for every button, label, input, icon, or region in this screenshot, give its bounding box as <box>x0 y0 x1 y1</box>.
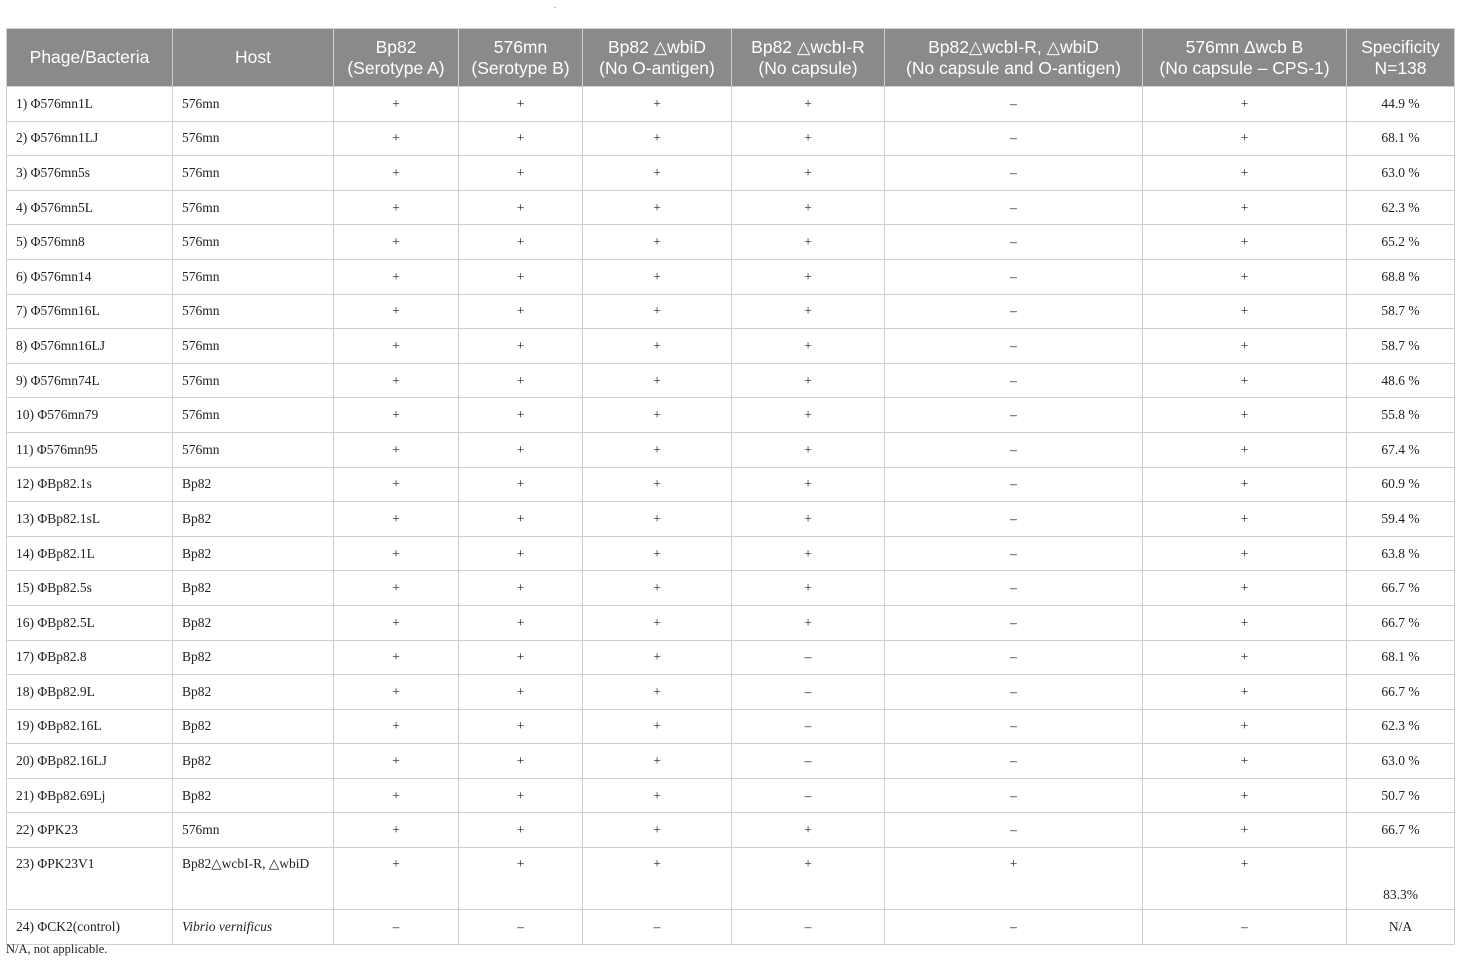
cell-bp82: + <box>334 848 459 910</box>
cell-phage: 4) Φ576mn5L <box>7 190 173 225</box>
cell-bp82-wbid: + <box>583 571 732 606</box>
cell-bp82-double: – <box>885 605 1143 640</box>
cell-specificity: 48.6 % <box>1347 363 1455 398</box>
cell-bp82: – <box>334 910 459 945</box>
cell-phage: 7) Φ576mn16L <box>7 294 173 329</box>
table-row <box>7 536 1455 571</box>
header-bp82-wbid: Bp82 △wbiD (No O-antigen) <box>583 29 732 87</box>
cell-bp82-wbid: + <box>583 190 732 225</box>
table-footnote: N/A, not applicable. <box>6 942 108 956</box>
cell-host: Bp82 <box>173 744 334 779</box>
cell-host: 576mn <box>173 225 334 260</box>
cell-bp82-wcbi: + <box>732 571 885 606</box>
cell-576mn-wcb: + <box>1143 744 1347 779</box>
cell-specificity: 66.7 % <box>1347 571 1455 606</box>
cell-bp82-wcbi: + <box>732 190 885 225</box>
cell-specificity: 50.7 % <box>1347 778 1455 813</box>
cell-phage: 10) Φ576mn79 <box>7 398 173 433</box>
cell-576mn: + <box>459 87 583 122</box>
cell-bp82-double: – <box>885 87 1143 122</box>
cell-576mn-wcb: + <box>1143 536 1347 571</box>
header-specificity: Specificity N=138 <box>1347 29 1455 87</box>
cell-576mn-wcb: + <box>1143 778 1347 813</box>
cell-host: 576mn <box>173 813 334 848</box>
cell-bp82-double: – <box>885 329 1143 364</box>
cell-bp82: + <box>334 294 459 329</box>
cell-host: 576mn <box>173 156 334 191</box>
cell-bp82-wbid: + <box>583 432 732 467</box>
cell-bp82-double: + <box>885 848 1143 910</box>
cell-576mn-wcb: + <box>1143 502 1347 537</box>
cell-bp82-wcbi: + <box>732 363 885 398</box>
cell-bp82-double: – <box>885 709 1143 744</box>
cell-bp82-wcbi: + <box>732 329 885 364</box>
cell-bp82-wbid: + <box>583 156 732 191</box>
cell-host: 576mn <box>173 329 334 364</box>
cell-576mn-wcb: + <box>1143 156 1347 191</box>
cell-bp82: + <box>334 813 459 848</box>
cell-specificity: 58.7 % <box>1347 294 1455 329</box>
cell-bp82-double: – <box>885 744 1143 779</box>
cell-phage: 8) Φ576mn16LJ <box>7 329 173 364</box>
cell-576mn: – <box>459 910 583 945</box>
cell-bp82: + <box>334 190 459 225</box>
cell-576mn-wcb: + <box>1143 87 1347 122</box>
cell-bp82-wcbi: + <box>732 848 885 910</box>
table-row <box>7 778 1455 813</box>
cell-phage: 13) ΦBp82.1sL <box>7 502 173 537</box>
cell-bp82-wcbi: + <box>732 259 885 294</box>
cell-bp82: + <box>334 363 459 398</box>
cell-specificity: 65.2 % <box>1347 225 1455 260</box>
cell-bp82-wcbi: + <box>732 121 885 156</box>
cell-576mn: + <box>459 709 583 744</box>
cell-bp82-wbid: + <box>583 709 732 744</box>
cell-specificity: 63.8 % <box>1347 536 1455 571</box>
cell-576mn: + <box>459 571 583 606</box>
cell-bp82-wcbi: + <box>732 605 885 640</box>
cell-bp82-double: – <box>885 432 1143 467</box>
cell-host: 576mn <box>173 190 334 225</box>
cell-specificity: 68.8 % <box>1347 259 1455 294</box>
cell-phage: 11) Φ576mn95 <box>7 432 173 467</box>
cell-host: Bp82 <box>173 709 334 744</box>
cell-host: 576mn <box>173 432 334 467</box>
table-row <box>7 571 1455 606</box>
table-row <box>7 87 1455 122</box>
table-row <box>7 190 1455 225</box>
header-576mn: 576mn (Serotype B) <box>459 29 583 87</box>
cell-host: Bp82 <box>173 675 334 710</box>
cell-576mn-wcb: + <box>1143 640 1347 675</box>
cell-bp82-wbid: – <box>583 910 732 945</box>
cell-bp82: + <box>334 605 459 640</box>
cell-bp82: + <box>334 467 459 502</box>
cell-576mn: + <box>459 502 583 537</box>
header-phage: Phage/Bacteria <box>7 29 173 87</box>
cell-specificity: 58.7 % <box>1347 329 1455 364</box>
table-row <box>7 605 1455 640</box>
cell-specificity: 63.0 % <box>1347 744 1455 779</box>
table-row <box>7 398 1455 433</box>
cell-specificity: 44.9 % <box>1347 87 1455 122</box>
cell-576mn-wcb: + <box>1143 605 1347 640</box>
cell-phage: 17) ΦBp82.8 <box>7 640 173 675</box>
cell-bp82-wcbi: + <box>732 87 885 122</box>
cell-specificity: 67.4 % <box>1347 432 1455 467</box>
cell-576mn-wcb: + <box>1143 848 1347 910</box>
cell-576mn-wcb: + <box>1143 259 1347 294</box>
cell-host: 576mn <box>173 398 334 433</box>
cell-576mn-wcb: + <box>1143 813 1347 848</box>
cell-bp82-wcbi: – <box>732 709 885 744</box>
cell-bp82-wbid: + <box>583 744 732 779</box>
cell-576mn-wcb: + <box>1143 363 1347 398</box>
cell-bp82-wbid: + <box>583 778 732 813</box>
cell-host: 576mn <box>173 363 334 398</box>
header-bp82: Bp82 (Serotype A) <box>334 29 459 87</box>
cell-576mn-wcb: + <box>1143 675 1347 710</box>
cell-bp82: + <box>334 329 459 364</box>
table-row <box>7 502 1455 537</box>
cell-phage: 9) Φ576mn74L <box>7 363 173 398</box>
header-bp82-double: Bp82△wcbI-R, △wbiD (No capsule and O-antigen) <box>885 29 1143 87</box>
cell-bp82: + <box>334 571 459 606</box>
cell-bp82-double: – <box>885 571 1143 606</box>
cell-576mn: + <box>459 675 583 710</box>
cell-bp82: + <box>334 744 459 779</box>
cell-bp82-wcbi: – <box>732 640 885 675</box>
cell-bp82-double: – <box>885 259 1143 294</box>
cell-bp82-double: – <box>885 675 1143 710</box>
cell-bp82: + <box>334 778 459 813</box>
cell-specificity: 62.3 % <box>1347 190 1455 225</box>
header-576mn-wcb: 576mn Δwcb B (No capsule – CPS-1) <box>1143 29 1347 87</box>
table-row <box>7 709 1455 744</box>
cell-host: Bp82 <box>173 605 334 640</box>
cell-bp82-wbid: + <box>583 605 732 640</box>
cell-phage: 20) ΦBp82.16LJ <box>7 744 173 779</box>
cell-bp82-wbid: + <box>583 225 732 260</box>
cell-bp82-double: – <box>885 502 1143 537</box>
cell-bp82-wbid: + <box>583 398 732 433</box>
cell-bp82: + <box>334 502 459 537</box>
cell-576mn: + <box>459 605 583 640</box>
cell-bp82-wcbi: + <box>732 502 885 537</box>
cell-bp82-double: – <box>885 813 1143 848</box>
cell-bp82: + <box>334 259 459 294</box>
cell-phage: 2) Φ576mn1LJ <box>7 121 173 156</box>
cell-bp82-double: – <box>885 156 1143 191</box>
cell-576mn: + <box>459 190 583 225</box>
cell-phage: 23) ΦPK23V1 <box>7 848 173 910</box>
cell-bp82-double: – <box>885 536 1143 571</box>
table-row <box>7 432 1455 467</box>
cell-bp82-double: – <box>885 294 1143 329</box>
cell-bp82-wbid: + <box>583 848 732 910</box>
cell-576mn-wcb: + <box>1143 467 1347 502</box>
cell-bp82-wcbi: – <box>732 675 885 710</box>
cell-576mn-wcb: + <box>1143 709 1347 744</box>
cell-576mn: + <box>459 467 583 502</box>
cell-phage: 19) ΦBp82.16L <box>7 709 173 744</box>
cell-specificity: 83.3% <box>1347 848 1455 910</box>
cell-phage: 3) Φ576mn5s <box>7 156 173 191</box>
cell-576mn-wcb: + <box>1143 432 1347 467</box>
cell-576mn: + <box>459 848 583 910</box>
cell-bp82-wbid: + <box>583 294 732 329</box>
cell-phage: 22) ΦPK23 <box>7 813 173 848</box>
cell-bp82-wbid: + <box>583 329 732 364</box>
table-row <box>7 363 1455 398</box>
cell-576mn: + <box>459 813 583 848</box>
cell-576mn-wcb: + <box>1143 398 1347 433</box>
cell-bp82-wbid: + <box>583 813 732 848</box>
table-body <box>7 87 1455 945</box>
cell-576mn: + <box>459 432 583 467</box>
cell-host: Bp82 <box>173 502 334 537</box>
cell-bp82-wcbi: + <box>732 467 885 502</box>
cell-bp82-double: – <box>885 640 1143 675</box>
cell-bp82: + <box>334 432 459 467</box>
cell-576mn: + <box>459 225 583 260</box>
cell-bp82-wbid: + <box>583 87 732 122</box>
table-row <box>7 329 1455 364</box>
cell-bp82-double: – <box>885 121 1143 156</box>
cell-bp82-wcbi: + <box>732 398 885 433</box>
cell-host: Bp82 <box>173 778 334 813</box>
cell-phage: 1) Φ576mn1L <box>7 87 173 122</box>
cell-host: Bp82 <box>173 571 334 606</box>
cell-bp82-wbid: + <box>583 467 732 502</box>
cell-bp82-wcbi: – <box>732 910 885 945</box>
cell-phage: 16) ΦBp82.5L <box>7 605 173 640</box>
cell-specificity: 66.7 % <box>1347 605 1455 640</box>
cell-phage: 18) ΦBp82.9L <box>7 675 173 710</box>
cell-bp82-wcbi: + <box>732 156 885 191</box>
cell-bp82-wcbi: + <box>732 225 885 260</box>
cell-bp82: + <box>334 709 459 744</box>
cell-specificity: 55.8 % <box>1347 398 1455 433</box>
cell-phage: 14) ΦBp82.1L <box>7 536 173 571</box>
cell-bp82-wcbi: – <box>732 744 885 779</box>
table-row <box>7 121 1455 156</box>
cell-576mn: + <box>459 398 583 433</box>
cell-bp82: + <box>334 640 459 675</box>
cell-bp82-double: – <box>885 363 1143 398</box>
cell-bp82-double: – <box>885 190 1143 225</box>
table-header <box>7 29 1455 87</box>
cell-host: Bp82 <box>173 536 334 571</box>
cell-bp82-wcbi: – <box>732 778 885 813</box>
cell-phage: 21) ΦBp82.69Lj <box>7 778 173 813</box>
cell-specificity: 68.1 % <box>1347 121 1455 156</box>
cell-bp82: + <box>334 156 459 191</box>
cell-576mn-wcb: – <box>1143 910 1347 945</box>
cell-specificity: 66.7 % <box>1347 675 1455 710</box>
cell-576mn-wcb: + <box>1143 294 1347 329</box>
cell-bp82-wcbi: + <box>732 432 885 467</box>
table-row <box>7 467 1455 502</box>
cell-576mn: + <box>459 363 583 398</box>
cell-576mn: + <box>459 156 583 191</box>
cell-specificity: N/A <box>1347 910 1455 945</box>
cell-specificity: 63.0 % <box>1347 156 1455 191</box>
cell-bp82-wbid: + <box>583 363 732 398</box>
table-row <box>7 156 1455 191</box>
cell-bp82-wcbi: + <box>732 813 885 848</box>
header-bp82-wcbi: Bp82 △wcbI-R (No capsule) <box>732 29 885 87</box>
cell-bp82: + <box>334 225 459 260</box>
cell-576mn: + <box>459 778 583 813</box>
table-row <box>7 259 1455 294</box>
cell-576mn: + <box>459 294 583 329</box>
cell-host: 576mn <box>173 87 334 122</box>
cell-576mn-wcb: + <box>1143 190 1347 225</box>
cell-bp82-wbid: + <box>583 121 732 156</box>
cell-bp82: + <box>334 87 459 122</box>
cell-576mn: + <box>459 121 583 156</box>
cell-specificity: 60.9 % <box>1347 467 1455 502</box>
cell-bp82-double: – <box>885 778 1143 813</box>
cell-576mn: + <box>459 329 583 364</box>
cell-bp82-wbid: + <box>583 536 732 571</box>
cell-bp82-wcbi: + <box>732 536 885 571</box>
cell-576mn-wcb: + <box>1143 225 1347 260</box>
cell-host: Bp82△wcbI-R, △wbiD <box>173 848 334 910</box>
cell-bp82-wcbi: + <box>732 294 885 329</box>
cell-bp82-wbid: + <box>583 259 732 294</box>
table-row <box>7 294 1455 329</box>
cell-bp82-wbid: + <box>583 502 732 537</box>
cell-phage: 12) ΦBp82.1s <box>7 467 173 502</box>
table-row <box>7 744 1455 779</box>
cell-576mn: + <box>459 744 583 779</box>
cell-bp82-double: – <box>885 398 1143 433</box>
cell-host: 576mn <box>173 121 334 156</box>
cell-specificity: 66.7 % <box>1347 813 1455 848</box>
cell-specificity: 68.1 % <box>1347 640 1455 675</box>
cell-host: Bp82 <box>173 467 334 502</box>
cell-576mn: + <box>459 259 583 294</box>
table-row <box>7 848 1455 910</box>
stray-mark: . <box>554 0 557 10</box>
cell-host: 576mn <box>173 294 334 329</box>
cell-phage: 24) ΦCK2(control) <box>7 910 173 945</box>
header-host: Host <box>173 29 334 87</box>
cell-576mn-wcb: + <box>1143 121 1347 156</box>
cell-bp82: + <box>334 536 459 571</box>
cell-bp82: + <box>334 398 459 433</box>
cell-bp82-double: – <box>885 467 1143 502</box>
cell-specificity: 62.3 % <box>1347 709 1455 744</box>
cell-host: 576mn <box>173 259 334 294</box>
cell-576mn-wcb: + <box>1143 571 1347 606</box>
cell-bp82-double: – <box>885 225 1143 260</box>
table-row <box>7 910 1455 945</box>
cell-bp82: + <box>334 121 459 156</box>
cell-host: Bp82 <box>173 640 334 675</box>
cell-bp82-wbid: + <box>583 640 732 675</box>
cell-576mn-wcb: + <box>1143 329 1347 364</box>
cell-576mn: + <box>459 536 583 571</box>
cell-bp82-wbid: + <box>583 675 732 710</box>
cell-576mn: + <box>459 640 583 675</box>
cell-bp82: + <box>334 675 459 710</box>
cell-bp82-double: – <box>885 910 1143 945</box>
table-row <box>7 225 1455 260</box>
table-row <box>7 675 1455 710</box>
table-row <box>7 813 1455 848</box>
cell-specificity: 59.4 % <box>1347 502 1455 537</box>
cell-phage: 5) Φ576mn8 <box>7 225 173 260</box>
cell-phage: 15) ΦBp82.5s <box>7 571 173 606</box>
table-row <box>7 640 1455 675</box>
phage-specificity-table <box>6 28 1455 945</box>
cell-host: Vibrio vernificus <box>173 910 334 945</box>
cell-phage: 6) Φ576mn14 <box>7 259 173 294</box>
